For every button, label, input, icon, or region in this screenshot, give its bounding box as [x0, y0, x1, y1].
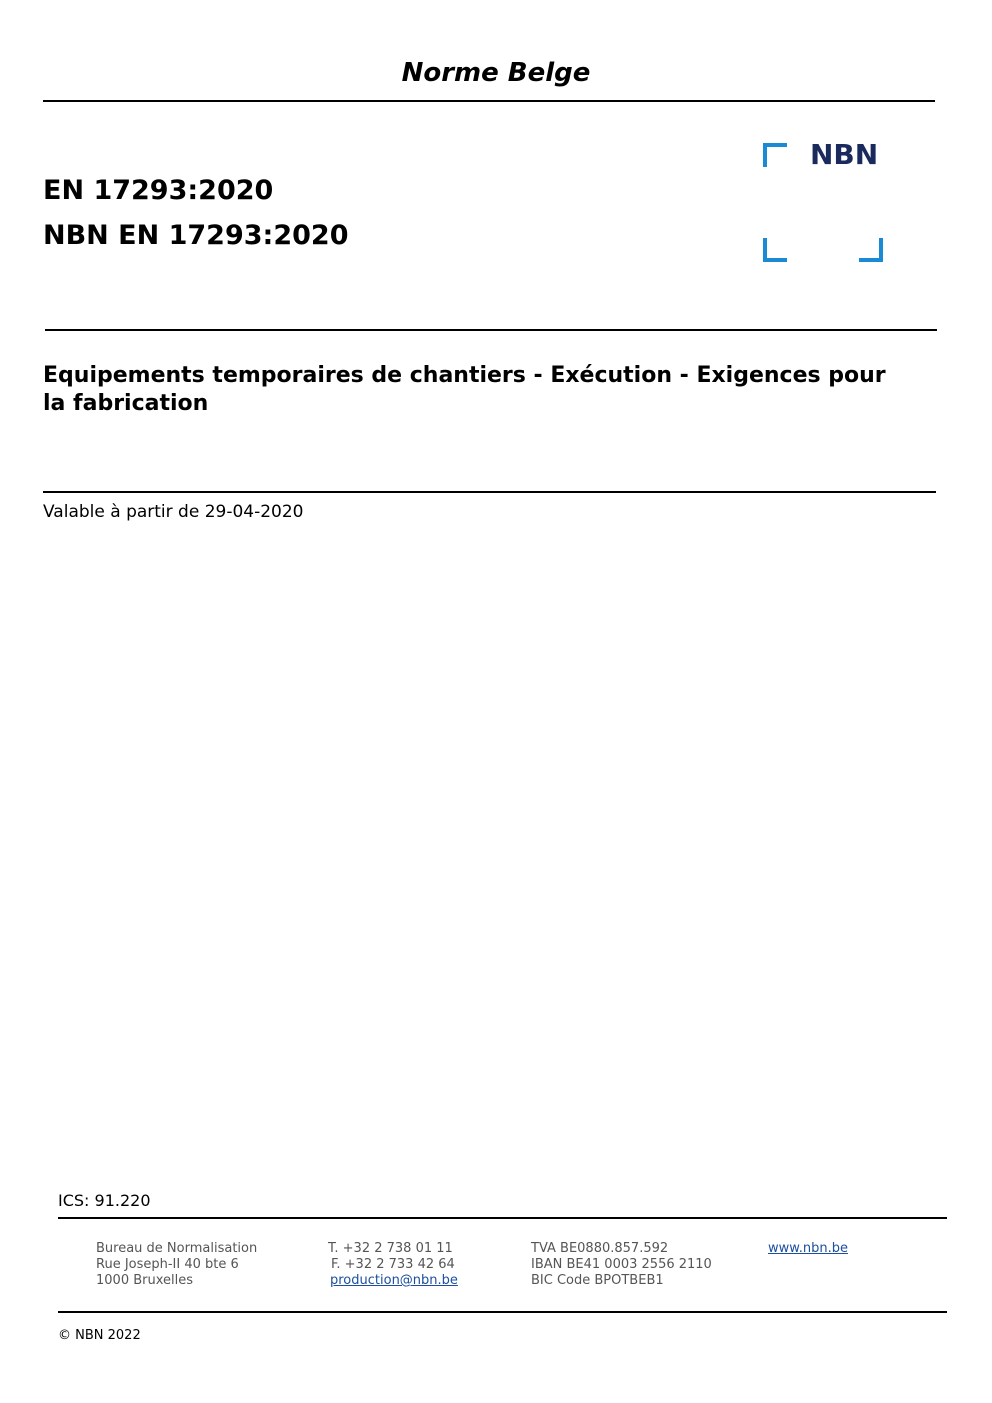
footer-website — [768, 1241, 848, 1257]
iban-number: IBAN BE41 0003 2556 2110 — [531, 1257, 712, 1272]
copyright-notice: © NBN 2022 — [58, 1328, 141, 1343]
validity-date: Valable à partir de 29-04-2020 — [43, 502, 304, 522]
en-standard-code: EN 17293:2020 — [43, 175, 274, 206]
address-line-1: Bureau de Normalisation — [96, 1241, 258, 1256]
address-line-3: 1000 Bruxelles — [96, 1273, 194, 1288]
website-link[interactable]: www.nbn.be — [768, 1241, 848, 1256]
fax-number: F. +32 2 733 42 64 — [331, 1257, 455, 1272]
title-divider — [43, 491, 936, 493]
footer-contact — [328, 1241, 458, 1289]
logo-corner-bottom-left — [763, 238, 787, 262]
nbn-logo — [760, 140, 886, 264]
bic-code: BIC Code BPOTBEB1 — [531, 1273, 664, 1288]
header-divider — [43, 100, 935, 102]
logo-corner-bottom-right — [859, 238, 883, 262]
page-header-title: Norme Belge — [401, 58, 591, 88]
phone-number: T. +32 2 738 01 11 — [328, 1241, 453, 1256]
footer-top-divider — [58, 1217, 947, 1219]
codes-divider — [45, 329, 937, 331]
vat-number: TVA BE0880.857.592 — [531, 1241, 669, 1256]
address-line-2: Rue Joseph-II 40 bte 6 — [96, 1257, 239, 1272]
email-link[interactable]: production@nbn.be — [330, 1273, 458, 1288]
logo-text: NBN — [810, 138, 879, 171]
logo-corner-top-left — [763, 143, 787, 167]
nbn-standard-code: NBN EN 17293:2020 — [43, 220, 349, 251]
document-title: Equipements temporaires de chantiers - Exécution - Exigences pour la fabrication — [43, 363, 886, 416]
footer-bank — [531, 1241, 712, 1289]
footer-bottom-divider — [58, 1311, 947, 1313]
footer-address — [96, 1241, 257, 1289]
ics-code: ICS: 91.220 — [58, 1191, 151, 1210]
